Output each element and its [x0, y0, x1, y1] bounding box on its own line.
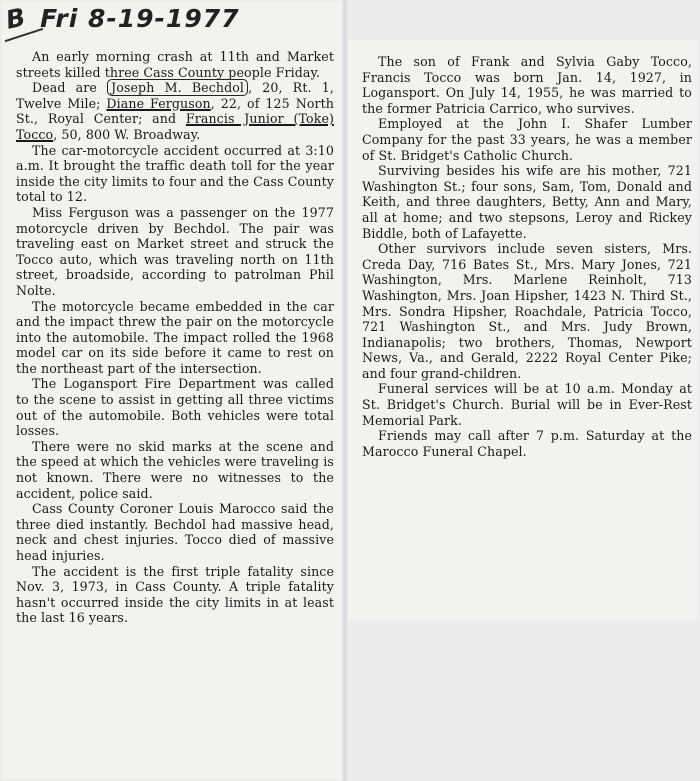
left-article-column [16, 49, 334, 626]
paragraph: Surviving besides his wife are his mother, 721 Washington St.; four sons, Sam, Tom, Donald and Keith, and three daughters, Betty, Ann and Mary, all at home; and two stepsons, Leroy and Rickey Biddle, both of Lafayette. [362, 163, 692, 241]
paragraph: Other survivors include seven sisters, Mrs. Creda Day, 716 Bates St., Mrs. Mary Jones, 721 Washington, Mrs. Marlene Reinholt, 713 Washington, Mrs. Joan Hipsher, 1423 N. Third St., Mrs. Sondra Hipsher, Roachdale, Patricia Tocco, 721 Washington St., and Mrs. Judy Brown, Indianapolis; two brothers, Thomas, Newport News, Va., and Gerald, 2222 Royal Center Pike; and four grand-children. [362, 241, 692, 381]
paragraph: An early morning crash at 11th and Market streets killed three Cass County people Friday. [16, 49, 334, 80]
paragraph: The Logansport Fire Department was called to the scene to assist in getting all three victims out of the automobile. Both vehicles were total losses. [16, 376, 334, 439]
right-article-column [362, 54, 692, 459]
paragraph: The motorcycle became embedded in the car and the impact threw the pair on the motorcycle into the automobile. The impact rolled the 1968 model car on its side before it came to rest on the northeast part of the intersection. [16, 298, 334, 376]
text-run: Dead are [32, 80, 97, 96]
paragraph: Friends may call after 7 p.m. Saturday at the Marocco Funeral Chapel. [362, 428, 692, 459]
paragraph: Employed at the John I. Shafer Lumber Company for the past 33 years, he was a member of St. Bridget's Catholic Church. [362, 116, 692, 163]
underlined-name-ferguson: Diane Ferguson [106, 95, 211, 111]
paragraph: The son of Frank and Sylvia Gaby Tocco, Francis Tocco was born Jan. 14, 1927, in Logansport. On July 14, 1955, he was married to the former Patricia Carrico, who survives. [362, 54, 692, 116]
handwritten-date: Fri 8-19-1977 [40, 4, 240, 33]
paragraph: Miss Ferguson was a passenger on the 1977 motorcycle driven by Bechdol. The pair was traveling east on Market street and struck the Tocco auto, which was traveling north on 11th street, broadside, according to patrolman Phil Nolte. [16, 204, 334, 298]
handwritten-date-note [3, 2, 240, 48]
circled-name-bechdol: Joseph M. Bechdol [107, 79, 248, 96]
text-run: , 20, Rt. 1, Twelve Mile; [16, 80, 334, 111]
clipping-divider [343, 0, 347, 781]
text-run: , 50, 800 W. Broadway. [53, 126, 201, 142]
text-run: , 22, of 125 North St., Royal Center; and [16, 95, 334, 127]
paragraph: Funeral services will be at 10 a.m. Monday at St. Bridget's Church. Burial will be in Ever-Rest Memorial Park. [362, 381, 692, 428]
underlined-name-tocco: Francis Junior (Toke) Tocco [16, 111, 335, 142]
paragraph: Cass County Coroner Louis Marocco said the three died instantly. Bechdol had massive head, neck and chest injuries. Tocco died of massive head injuries. [16, 501, 334, 563]
paragraph-victims [16, 80, 334, 142]
paragraph: The car-motorcycle accident occurred at 3:10 a.m. It brought the traffic death toll for the year inside the city limits to four and the Cass County total to 12. [16, 142, 334, 205]
handwritten-initial: B [3, 2, 29, 35]
paragraph: There were no skid marks at the scene and the speed at which the vehicles were traveling is not known. There were no witnesses to the accident, police said. [16, 438, 334, 501]
paragraph: The accident is the first triple fatality since Nov. 3, 1973, in Cass County. A triple fatality hasn't occurred inside the city limits in at least the last 16 years. [16, 563, 334, 626]
